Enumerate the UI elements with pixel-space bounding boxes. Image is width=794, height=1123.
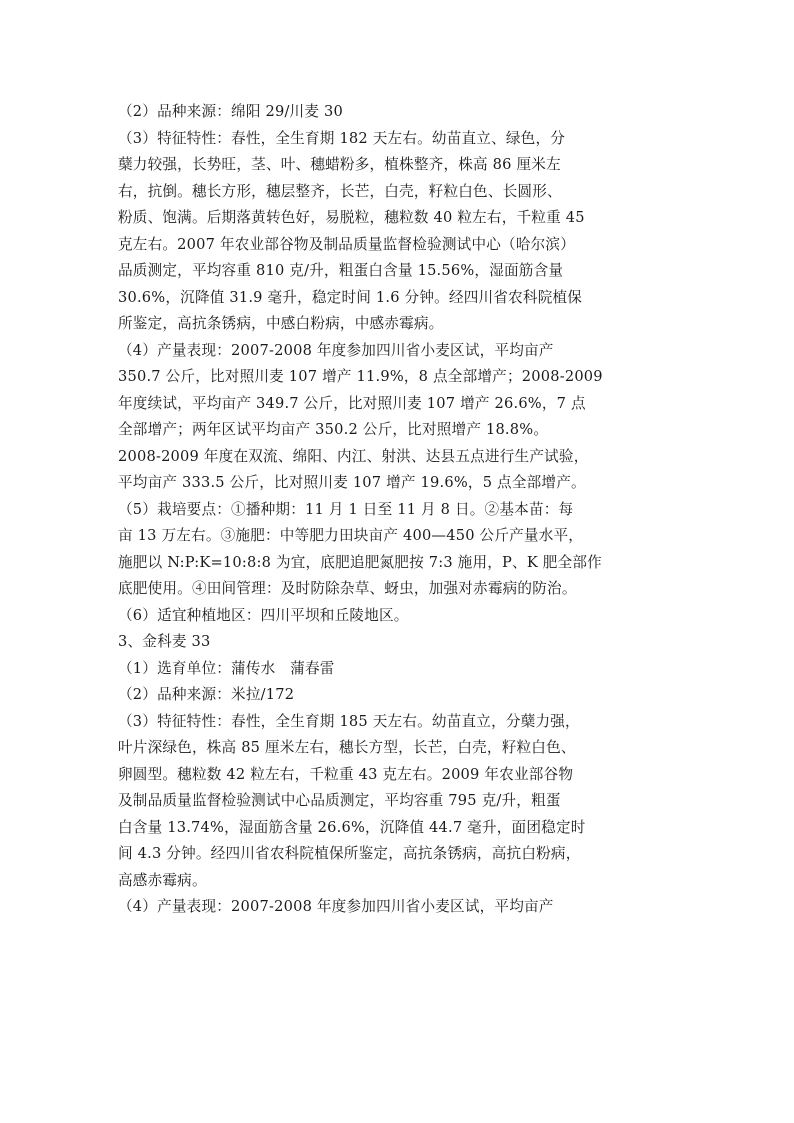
text-line: 蘖力较强，长势旺，茎、叶、穗蜡粉多，植株整齐，株高 86 厘米左 bbox=[118, 156, 561, 173]
text-line: （3）特征特性：春性，全生育期 182 天左右。幼苗直立、绿色，分 bbox=[118, 129, 566, 147]
text-line: 白含量 13.74%，湿面筋含量 26.6%，沉降值 44.7 毫升，面团稳定时 bbox=[118, 818, 586, 836]
text-line: 全部增产；两年区试平均亩产 350.2 公斤，比对照增产 18.8%。 bbox=[118, 421, 549, 438]
text-line: 350.7 公斤，比对照川麦 107 增产 11.9%，8 点全部增产；2008-2009 bbox=[118, 368, 603, 385]
text-line: （1）选育单位：蒲传水 蒲春雷 bbox=[118, 659, 335, 677]
text-line: 底肥使用。④田间管理：及时防除杂草、蚜虫，加强对赤霉病的防治。 bbox=[118, 580, 577, 597]
text-line: （4）产量表现：2007-2008 年度参加四川省小麦区试，平均亩产 bbox=[118, 898, 554, 915]
text-line: 2008-2009 年度在双流、绵阳、内江、射洪、达县五点进行生产试验， bbox=[118, 447, 589, 465]
text-line: 卵圆型。穗粒数 42 粒左右，千粒重 43 克左右。2009 年农业部谷物 bbox=[118, 765, 574, 783]
text-line: 亩 13 万左右。③施肥：中等肥力田块亩产 400—450 公斤产量水平， bbox=[118, 527, 584, 544]
text-line: 平均亩产 333.5 公斤，比对照川麦 107 增产 19.6%，5 点全部增产。 bbox=[118, 474, 586, 491]
section-heading: 3、金科麦 33 bbox=[118, 633, 211, 650]
text-line: 所鉴定，高抗条锈病，中感白粉病，中感赤霉病。 bbox=[118, 315, 444, 332]
text-line: （4）产量表现：2007-2008 年度参加四川省小麦区试，平均亩产 bbox=[118, 341, 554, 359]
document-body bbox=[118, 99, 678, 921]
text-line: （2）品种来源：绵阳 29/川麦 30 bbox=[118, 103, 343, 120]
text-line: 30.6%，沉降值 31.9 毫升，稳定时间 1.6 分钟。经四川省农科院植保 bbox=[118, 288, 583, 306]
text-line: 克左右。2007 年农业部谷物及制品质量监督检验测试中心（哈尔滨） bbox=[118, 235, 576, 253]
text-line: 叶片深绿色，株高 85 厘米左右，穗长方型，长芒，白壳，籽粒白色、 bbox=[118, 739, 576, 756]
text-line: （5）栽培要点：①播种期：11 月 1 日至 11 月 8 日。②基本苗：每 bbox=[118, 500, 574, 518]
text-line: （2）品种来源：米拉/172 bbox=[118, 686, 295, 703]
text-line: 高感赤霉病。 bbox=[118, 871, 207, 889]
text-line: 及制品质量监督检验测试中心品质测定，平均容重 795 克/升，粗蛋 bbox=[118, 792, 561, 809]
text-line: 粉质、饱满。后期落黄转色好，易脱粒，穗粒数 40 粒左右，千粒重 45 bbox=[118, 209, 585, 226]
text-line: 右，抗倒。穗长方形，穗层整齐，长芒，白壳，籽粒白色、长圆形、 bbox=[118, 182, 562, 200]
text-line: 间 4.3 分钟。经四川省农科院植保所鉴定，高抗条锈病，高抗白粉病， bbox=[118, 845, 581, 862]
text-line: （6）适宜种植地区：四川平坝和丘陵地区。 bbox=[118, 606, 409, 624]
text-line: 品质测定，平均容重 810 克/升，粗蛋白含量 15.56%，湿面筋含量 bbox=[118, 262, 564, 279]
text-line: 年度续试，平均亩产 349.7 公斤，比对照川麦 107 增产 26.6%，7 点 bbox=[118, 394, 586, 412]
text-line: （3）特征特性：春性，全生育期 185 天左右。幼苗直立，分蘖力强， bbox=[118, 712, 580, 730]
text-line: 施肥以 N:P:K=10:8:8 为宜，底肥追肥氮肥按 7:3 施用，P、K 肥全部作 bbox=[118, 553, 602, 571]
